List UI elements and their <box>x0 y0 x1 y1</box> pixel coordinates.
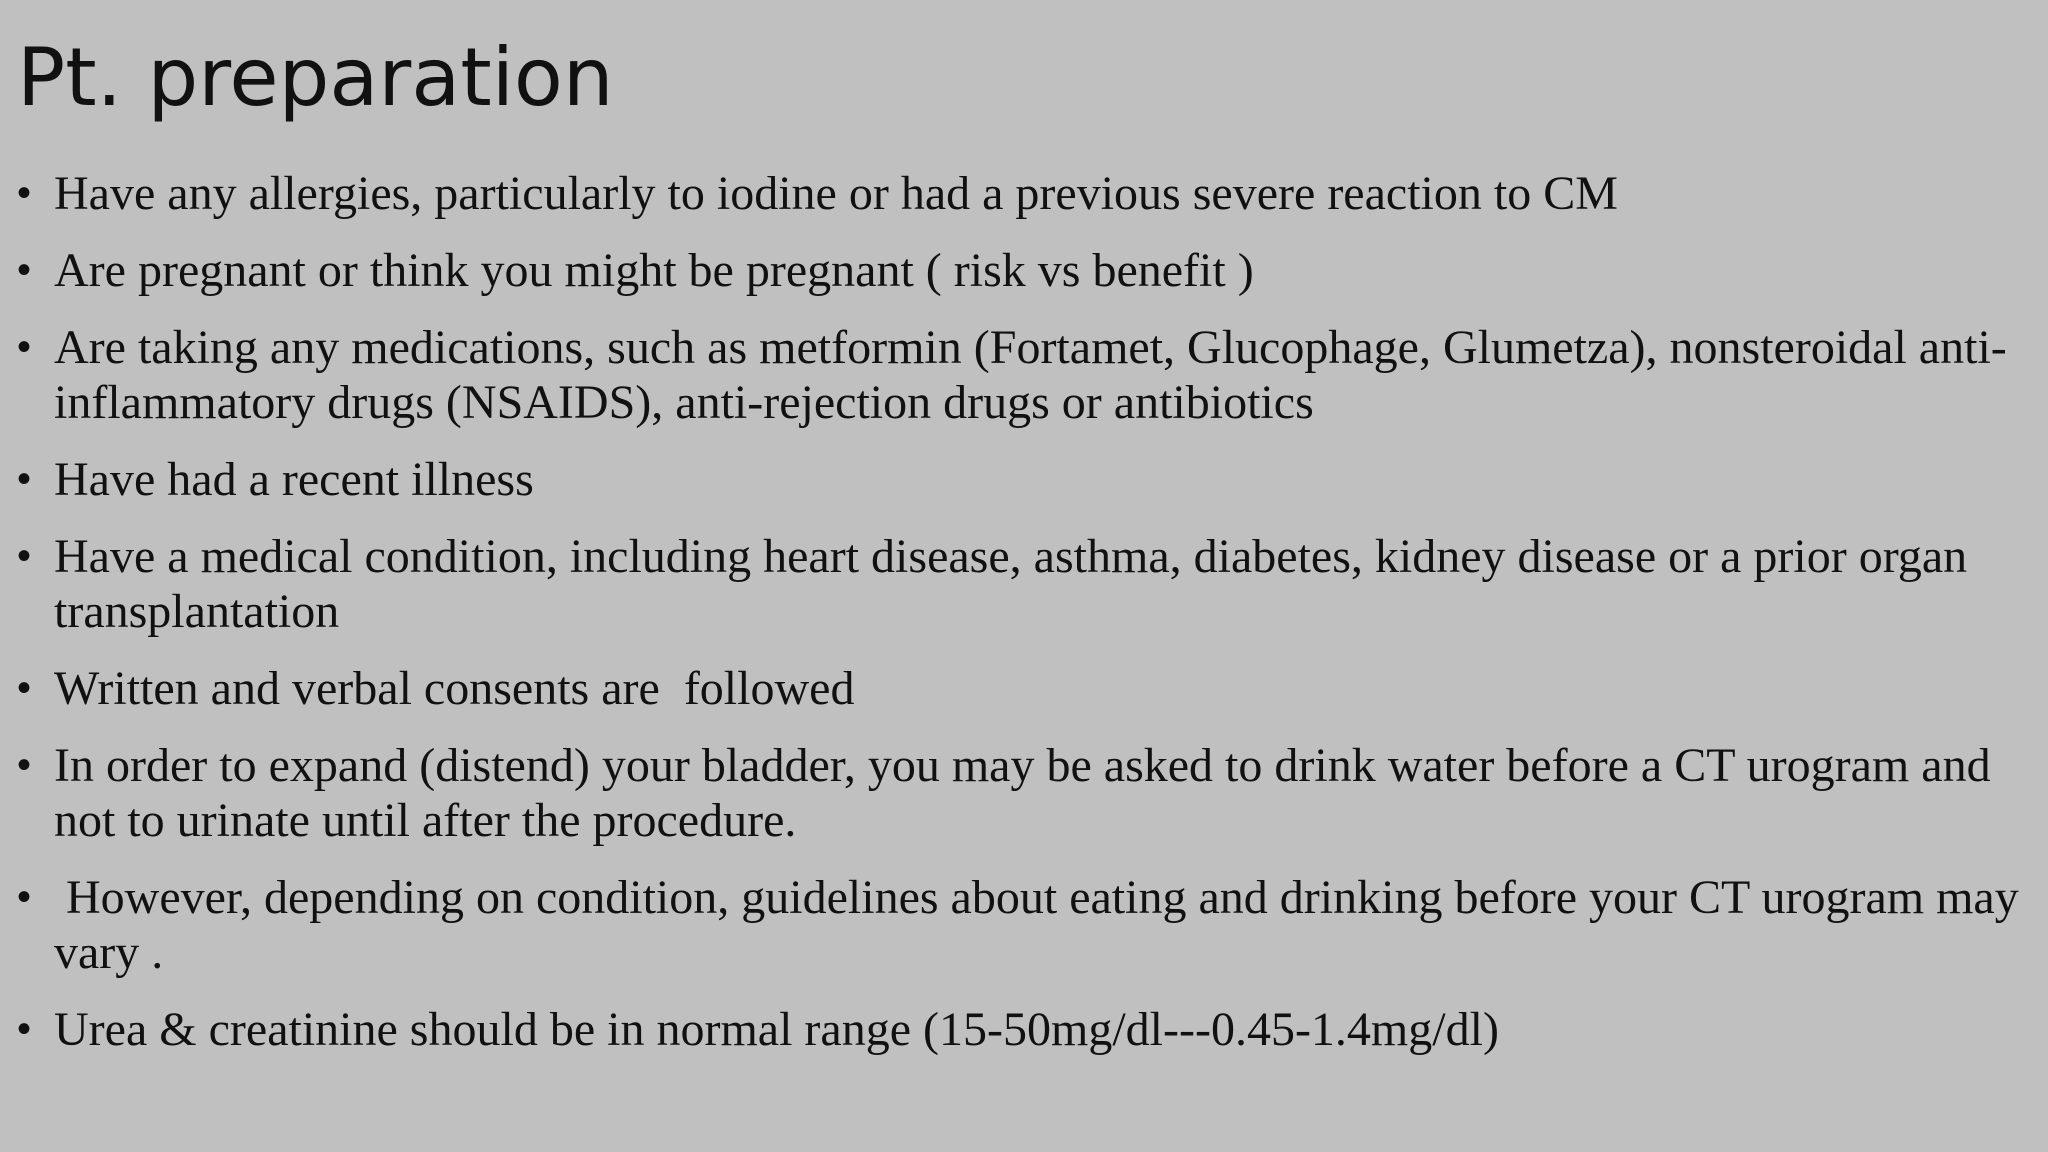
bullet-text: Written and verbal consents are followed <box>54 662 855 715</box>
bullet-text: Have any allergies, particularly to iodine or had a previous severe reaction to CM <box>54 167 1618 220</box>
bullet-item-pregnancy <box>17 243 2037 298</box>
bullet-marker: • <box>17 743 32 787</box>
slide-title: Pt. preparation <box>17 31 614 124</box>
bullet-item-allergies <box>17 166 2037 221</box>
bullet-marker: • <box>17 325 32 369</box>
bullet-marker: • <box>17 666 32 710</box>
bullet-item-urea-creatinine <box>17 1002 2037 1057</box>
bullet-item-eating-guidelines <box>17 870 2037 980</box>
bullet-list <box>17 166 2037 1079</box>
bullet-marker: • <box>17 457 32 501</box>
bullet-text: Have a medical condition, including heart disease, asthma, diabetes, kidney disease or a prior organ transplantation <box>54 530 1980 638</box>
bullet-marker: • <box>17 875 32 919</box>
bullet-marker: • <box>17 248 32 292</box>
bullet-text: In order to expand (distend) your bladder, you may be asked to drink water before a CT urogram and not to urinate until after the procedure. <box>54 739 2003 847</box>
bullet-marker: • <box>17 534 32 578</box>
bullet-text: However, depending on condition, guidelines about eating and drinking before your CT urogram may vary . <box>54 871 2031 979</box>
bullet-text: Are taking any medications, such as metformin (Fortamet, Glucophage, Glumetza), nonsteroidal anti-inflammatory drugs (NSAIDS), anti-rejection drugs or antibiotics <box>54 321 2007 429</box>
bullet-marker: • <box>17 171 32 215</box>
bullet-text: Urea & creatinine should be in normal range (15-50mg/dl---0.45-1.4mg/dl) <box>54 1003 1499 1056</box>
bullet-text: Are pregnant or think you might be pregnant ( risk vs benefit ) <box>54 244 1254 297</box>
bullet-text: Have had a recent illness <box>54 453 534 506</box>
bullet-item-consents <box>17 661 2037 716</box>
bullet-item-recent-illness <box>17 452 2037 507</box>
bullet-marker: • <box>17 1007 32 1051</box>
bullet-item-bladder <box>17 738 2037 848</box>
bullet-item-medications <box>17 320 2037 430</box>
bullet-item-medical-condition <box>17 529 2037 639</box>
